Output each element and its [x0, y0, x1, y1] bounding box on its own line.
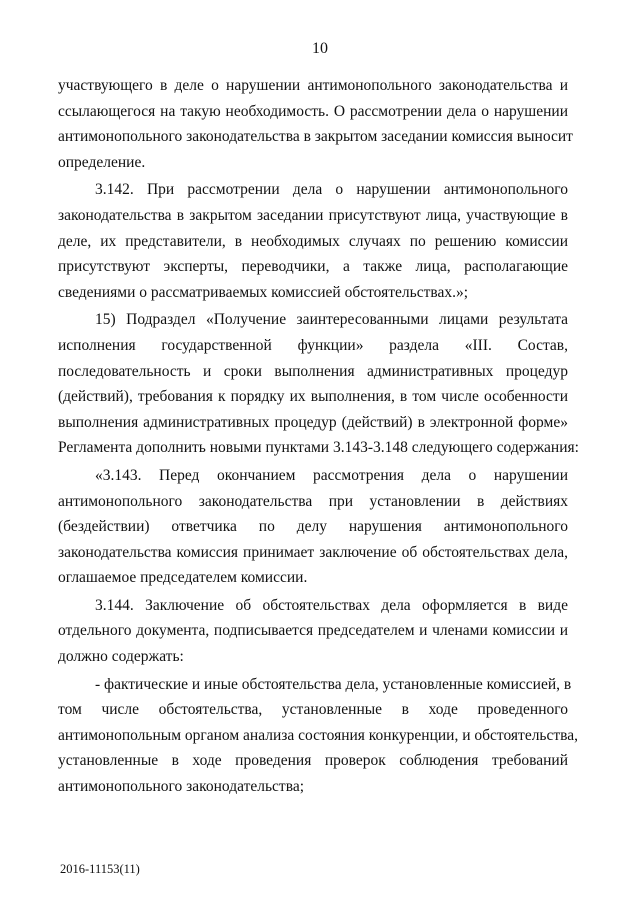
- text-line: отдельного документа, подписывается председателем и членами комиссии и: [58, 622, 568, 640]
- text-line: антимонопольного законодательства в закрытом заседании комиссия выносит: [58, 128, 573, 146]
- text-line: антимонопольного законодательства;: [58, 778, 305, 796]
- text-line: законодательства комиссия принимает заключение об обстоятельствах дела,: [58, 543, 568, 561]
- paragraph-3-143: [58, 463, 568, 591]
- paragraph-3-144: [58, 593, 568, 670]
- document-body: [58, 73, 579, 800]
- paragraph-3-142: [58, 177, 568, 305]
- paragraph-continuation: [58, 73, 573, 175]
- text-line: законодательства в закрытом заседании присутствуют лица, участвующие в: [58, 206, 568, 224]
- text-line: 15) Подраздел «Получение заинтересованными лицами результата: [95, 311, 568, 329]
- text-line: выполнения административных процедур (действий) в электронной форме»: [58, 413, 568, 431]
- text-line: ссылающегося на такую необходимость. О рассмотрении дела о нарушении: [58, 102, 568, 120]
- paragraph-bullet-facts: [58, 672, 579, 800]
- text-line: «3.143. Перед окончанием рассмотрения дела о нарушении: [95, 466, 568, 484]
- text-line: деле, их представители, в необходимых случаях по решению комиссии: [58, 232, 568, 250]
- text-line: должно содержать:: [58, 648, 184, 666]
- text-line: присутствуют эксперты, переводчики, а также лица, располагающие: [58, 258, 568, 276]
- text-line: исполнения государственной функции» раздела «III. Состав,: [58, 336, 568, 354]
- text-line: установленные в ходе проведения проверок соблюдения требований: [58, 752, 568, 770]
- paragraph-item-15: [58, 307, 579, 461]
- text-line: определение.: [58, 153, 146, 171]
- page-number: 10: [312, 40, 328, 57]
- text-line: участвующего в деле о нарушении антимонопольного законодательства и: [58, 77, 568, 94]
- document-code: 2016-11153(11): [60, 862, 140, 876]
- text-line: антимонопольного законодательства при установлении в действиях: [58, 492, 568, 510]
- text-line: (действий), требования к порядку их выполнения, в том числе особенности: [58, 388, 568, 406]
- text-line: - фактические и иные обстоятельства дела, установленные комиссией, в: [95, 675, 572, 693]
- text-line: сведениями о рассматриваемых комиссией обстоятельствах.»;: [58, 283, 469, 301]
- text-line: (бездействии) ответчика по делу нарушения антимонопольного: [58, 518, 568, 536]
- text-line: последовательность и сроки выполнения административных процедур: [58, 362, 568, 380]
- text-line: том числе обстоятельства, установленные в ходе проведенного: [58, 701, 568, 719]
- text-line: антимонопольным органом анализа состояния конкуренции, и обстоятельства,: [58, 726, 579, 744]
- text-line: 3.142. При рассмотрении дела о нарушении антимонопольного: [95, 181, 568, 199]
- text-line: 3.144. Заключение об обстоятельствах дела оформляется в виде: [95, 596, 568, 614]
- text-line: оглашаемое председателем комиссии.: [58, 569, 308, 587]
- text-line: Регламента дополнить новыми пунктами 3.143-3.148 следующего содержания:: [58, 439, 579, 457]
